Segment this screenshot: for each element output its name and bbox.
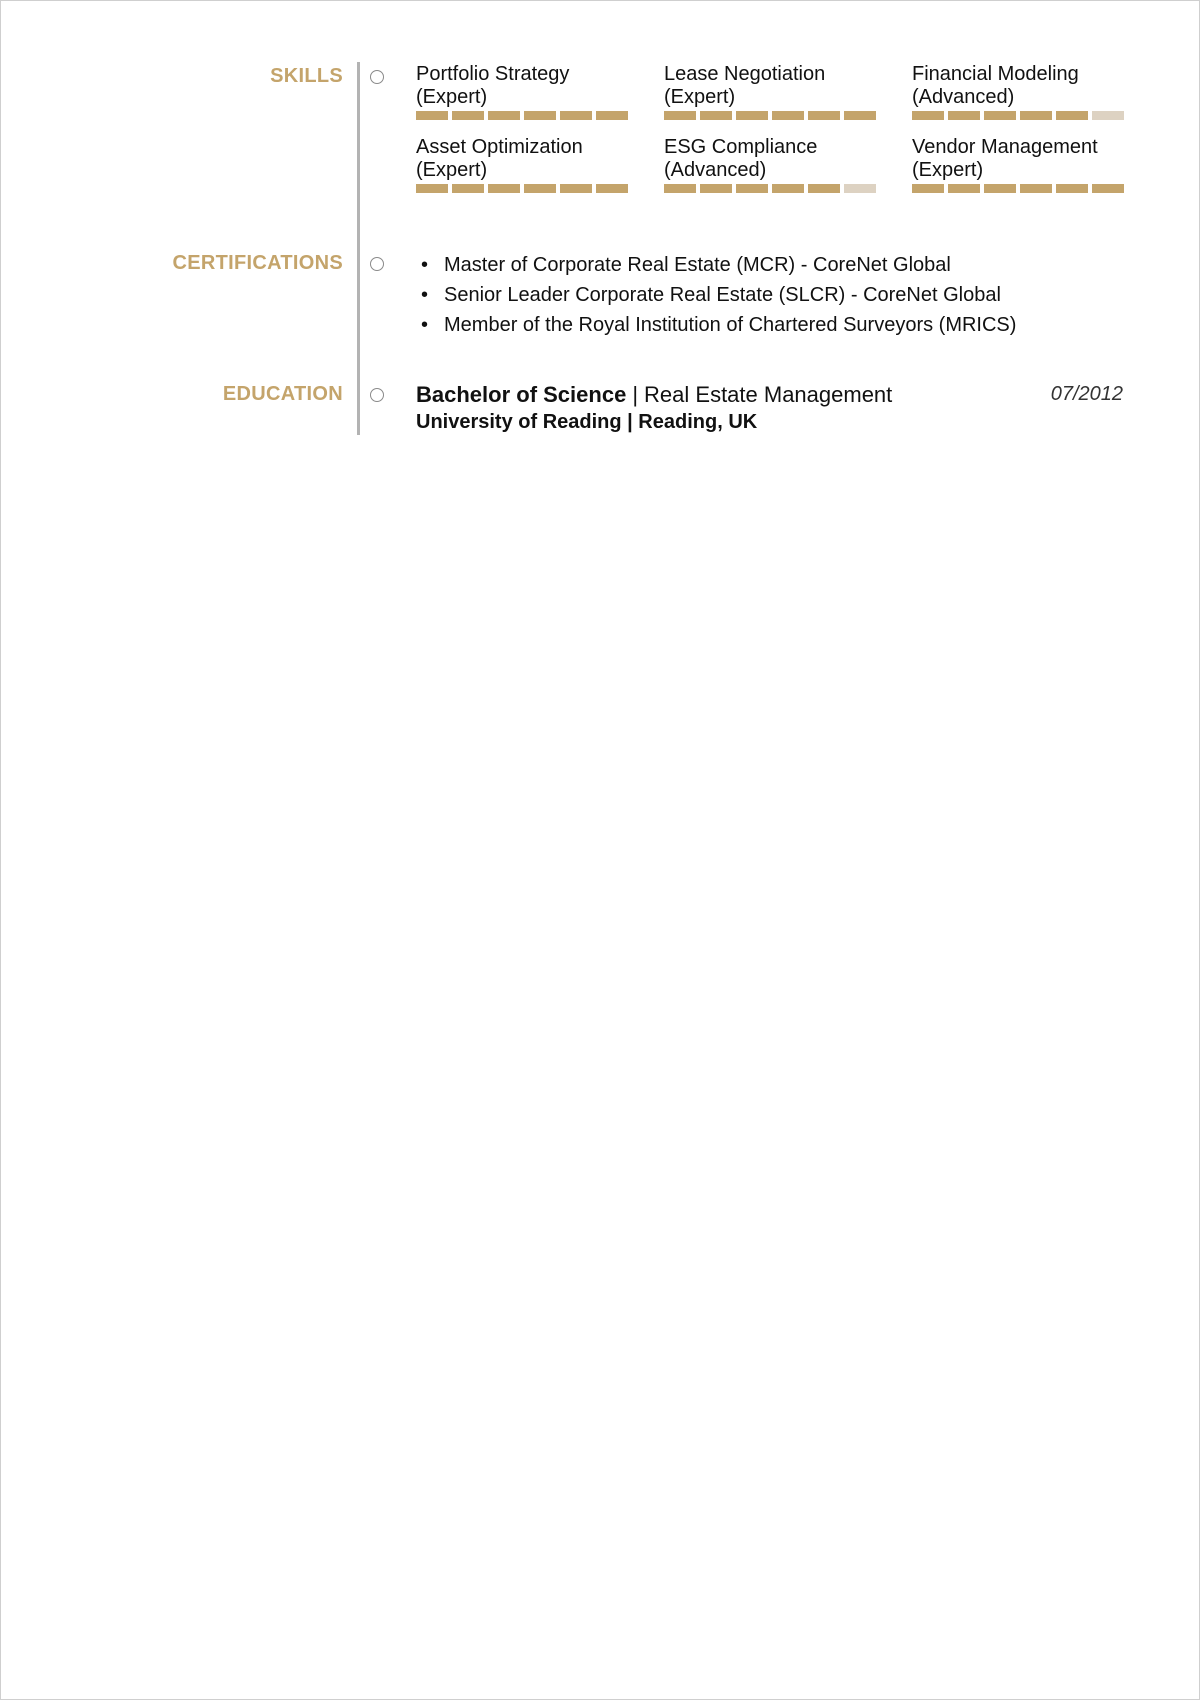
- certification-item: [416, 310, 1016, 340]
- rating-segment-filled: [664, 184, 696, 193]
- rating-segment-filled: [844, 111, 876, 120]
- rating-segment-filled: [984, 184, 1016, 193]
- skill-title: Vendor Management: [912, 136, 1098, 158]
- section-heading-certifications: CERTIFICATIONS: [172, 252, 343, 274]
- certification-text: Member of the Royal Institution of Chartered Surveyors (MRICS): [444, 314, 1017, 336]
- skill-level: (Expert): [416, 86, 488, 108]
- skill-rating-bar: [912, 184, 1124, 193]
- rating-segment-filled: [524, 111, 556, 120]
- rating-segment-filled: [912, 184, 944, 193]
- skill-title: Financial Modeling: [912, 63, 1079, 85]
- certification-text: Master of Corporate Real Estate (MCR) - CoreNet Global: [444, 254, 951, 276]
- rating-segment-filled: [1020, 184, 1052, 193]
- skill-name: [912, 63, 1124, 109]
- rating-segment-filled: [1020, 111, 1052, 120]
- certification-item: [416, 250, 1016, 280]
- skill-level: (Expert): [912, 159, 984, 181]
- certifications-list: [416, 250, 1016, 340]
- rating-segment-filled: [1056, 111, 1088, 120]
- bullet-icon: •: [421, 314, 429, 336]
- timeline-node-skills: [370, 70, 384, 84]
- rating-segment-filled: [488, 184, 520, 193]
- skill-level: (Advanced): [664, 159, 767, 181]
- skill-item: [664, 63, 876, 120]
- timeline-node-education: [370, 388, 384, 402]
- skill-rating-bar: [416, 184, 628, 193]
- certification-item: [416, 280, 1016, 310]
- timeline-node-certifications: [370, 257, 384, 271]
- rating-segment-filled: [596, 184, 628, 193]
- rating-segment-filled: [560, 111, 592, 120]
- timeline-line: [357, 62, 360, 435]
- rating-segment-filled: [808, 111, 840, 120]
- skill-title: Asset Optimization: [416, 136, 583, 158]
- skill-level: (Expert): [664, 86, 736, 108]
- skill-rating-bar: [664, 111, 876, 120]
- rating-segment-filled: [452, 111, 484, 120]
- rating-segment-filled: [772, 111, 804, 120]
- skill-title: Portfolio Strategy: [416, 63, 570, 85]
- skill-item: [664, 136, 876, 193]
- rating-segment-empty: [844, 184, 876, 193]
- skill-item: [416, 63, 628, 120]
- skill-title: ESG Compliance: [664, 136, 818, 158]
- rating-segment-filled: [948, 111, 980, 120]
- rating-segment-filled: [700, 184, 732, 193]
- rating-segment-filled: [524, 184, 556, 193]
- rating-segment-filled: [452, 184, 484, 193]
- rating-segment-filled: [772, 184, 804, 193]
- skills-grid: [416, 63, 1126, 193]
- skill-item: [416, 136, 628, 193]
- skill-rating-bar: [664, 184, 876, 193]
- rating-segment-filled: [948, 184, 980, 193]
- skill-name: [416, 63, 628, 109]
- skill-name: [664, 136, 876, 182]
- skill-name: [912, 136, 1124, 182]
- degree-title: Bachelor of Science: [416, 382, 627, 407]
- skill-rating-bar: [912, 111, 1124, 120]
- rating-segment-empty: [1092, 111, 1124, 120]
- rating-segment-filled: [808, 184, 840, 193]
- skill-title: Lease Negotiation: [664, 63, 826, 85]
- certification-text: Senior Leader Corporate Real Estate (SLCR) - CoreNet Global: [444, 284, 1001, 306]
- degree-field: Real Estate Management: [644, 382, 893, 407]
- rating-segment-filled: [736, 111, 768, 120]
- bullet-icon: •: [421, 284, 429, 306]
- skill-name: [664, 63, 876, 109]
- rating-segment-filled: [416, 111, 448, 120]
- skill-item: [912, 136, 1124, 193]
- skill-level: (Advanced): [912, 86, 1015, 108]
- rating-segment-filled: [1056, 184, 1088, 193]
- skill-name: [416, 136, 628, 182]
- section-heading-skills: SKILLS: [270, 65, 343, 87]
- degree-separator: |: [632, 382, 639, 407]
- rating-segment-filled: [596, 111, 628, 120]
- rating-segment-filled: [912, 111, 944, 120]
- skill-rating-bar: [416, 111, 628, 120]
- bullet-icon: •: [421, 254, 429, 276]
- education-institution: University of Reading | Reading, UK: [416, 411, 758, 433]
- rating-segment-filled: [1092, 184, 1124, 193]
- education-date: 07/2012: [1050, 383, 1123, 405]
- rating-segment-filled: [700, 111, 732, 120]
- education-degree-line: [416, 382, 892, 408]
- rating-segment-filled: [736, 184, 768, 193]
- rating-segment-filled: [488, 111, 520, 120]
- skill-level: (Expert): [416, 159, 488, 181]
- skill-item: [912, 63, 1124, 120]
- rating-segment-filled: [664, 111, 696, 120]
- rating-segment-filled: [416, 184, 448, 193]
- section-heading-education: EDUCATION: [222, 383, 343, 405]
- rating-segment-filled: [984, 111, 1016, 120]
- rating-segment-filled: [560, 184, 592, 193]
